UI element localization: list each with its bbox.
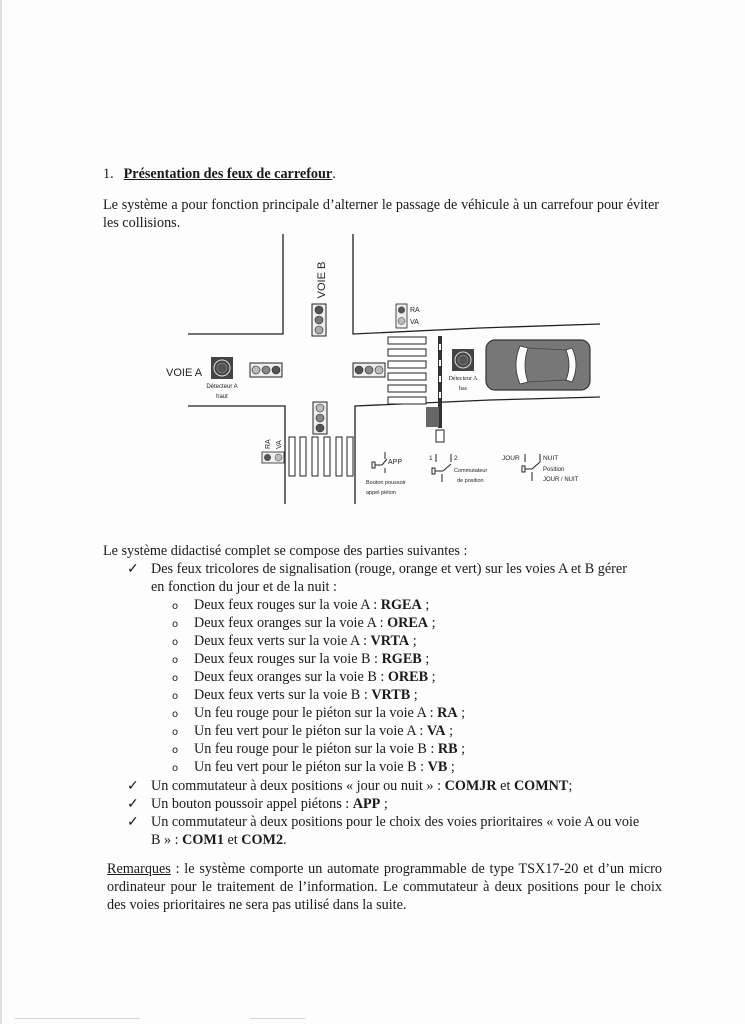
list-item-feux (127, 560, 627, 578)
sub-list-item (172, 758, 455, 778)
item-text: Deux feux rouges sur la voie A : (194, 597, 381, 613)
ra-label-bottom: RA (265, 439, 272, 449)
va-label-bottom: VA (276, 440, 283, 449)
signal-code: RGEB (381, 651, 422, 667)
commutateur-label-1: Commutateur (454, 468, 488, 474)
signal-code: RGEA (380, 597, 422, 613)
signal-code: VB (427, 759, 448, 775)
road-edge-bottom-right (355, 400, 490, 504)
check-icon: ✓ (127, 796, 139, 812)
sub-list-item (172, 650, 429, 670)
item-text: Un commutateur à deux positions « jour ou nuit » : (151, 778, 445, 794)
circle-bullet-icon: o (172, 691, 179, 702)
car-icon (486, 340, 590, 390)
item-end: ; (457, 741, 466, 757)
detector-haut-label-2: haut (216, 394, 228, 400)
road-edge-top-left (188, 234, 283, 334)
item-text: Un feu rouge pour le piéton sur la voie A : (194, 705, 438, 721)
item-end: ; (421, 651, 430, 667)
item-text: Un feu vert pour le piéton sur la voie A : (194, 723, 427, 739)
detector-a-haut (206, 357, 237, 400)
item-text: et (223, 832, 242, 848)
item-end: ; (457, 705, 466, 721)
crosswalk-b (289, 437, 353, 476)
commutateur-label-2: de position (457, 478, 484, 484)
signal-code: OREB (387, 669, 429, 685)
item-end: ; (568, 778, 573, 794)
item-text: Deux feux oranges sur la voie A : (194, 615, 388, 631)
check-icon: ✓ (127, 778, 139, 794)
item-end: ; (447, 759, 455, 775)
item-text: Deux feux rouges sur la voie B : (194, 651, 382, 667)
app-label: APP (388, 459, 403, 466)
section-heading (103, 166, 336, 183)
voie-a-label: VOIE A (166, 367, 203, 379)
signal-code: RB (437, 741, 458, 757)
pedestrian-light-b-bottom (262, 439, 284, 463)
scan-artifact-line (15, 1018, 140, 1019)
push-button-label-2: appel piéton (366, 490, 396, 496)
traffic-light-a-left (250, 363, 282, 377)
sub-list-item (172, 632, 417, 652)
scan-artifact-line (250, 1018, 305, 1019)
road-edge-right-top (480, 324, 600, 328)
switch-pos-1-label: 1 (429, 455, 433, 462)
traffic-light-b-top (312, 304, 326, 336)
sub-list-item (172, 722, 453, 742)
remarks-paragraph (107, 860, 662, 914)
traffic-light-b-bottom (313, 402, 327, 434)
item-text: Deux feux oranges sur la voie B : (194, 669, 388, 685)
circle-bullet-icon: o (172, 619, 179, 630)
day-night-switch-icon (522, 454, 540, 481)
circle-bullet-icon: o (172, 763, 179, 774)
circle-bullet-icon: o (172, 745, 179, 756)
item-end: ; (410, 687, 418, 703)
crosswalk-a (388, 337, 426, 404)
nuit-label: NUIT (543, 455, 559, 462)
intersection-diagram (160, 232, 600, 507)
item-end: ; (445, 723, 454, 739)
signal-code: VRTB (371, 687, 411, 703)
sub-list-item (172, 668, 436, 688)
item-end: ; (409, 633, 417, 649)
item-end: ; (428, 615, 436, 631)
signal-code: VA (426, 723, 446, 739)
va-label-top: VA (410, 319, 419, 326)
position-switch-icon (432, 454, 451, 482)
switch-pos-2-label: 2 (454, 455, 458, 462)
check-icon: ✓ (127, 814, 139, 830)
sub-list-item (172, 704, 465, 724)
signal-code: VRTA (370, 633, 410, 649)
traffic-light-a-right (353, 363, 385, 377)
push-button-app-icon (372, 452, 387, 473)
list-item-commutateur-voies (127, 813, 639, 831)
sub-list-item (172, 614, 436, 634)
circle-bullet-icon: o (172, 727, 179, 738)
list-item-commutateur-jn (127, 777, 572, 795)
ra-label-top: RA (410, 307, 420, 314)
item-end: . (283, 832, 287, 848)
detector-bas-label-2: bas (459, 386, 467, 392)
item-text: B » : (151, 832, 183, 848)
item-text: Un commutateur à deux positions pour le choix des voies prioritaires « voie A ou voie (151, 814, 640, 830)
position-label-2: JOUR / NUIT (543, 477, 579, 483)
detector-a-bas (449, 349, 478, 392)
push-button-label-1: Bouton poussoir (366, 480, 406, 486)
feux-line-2: en fonction du jour et de la nuit : (151, 579, 337, 595)
item-end: ; (380, 796, 388, 812)
item-text: et (496, 778, 514, 794)
voie-b-label: VOIE B (316, 261, 328, 299)
code-app: APP (352, 796, 381, 812)
item-text: Un bouton poussoir appel piétons : (151, 796, 353, 812)
list-intro: Le système didactisé complet se compose des parties suivantes : (103, 543, 468, 559)
pedestrian-light-a-top (396, 304, 420, 328)
code-comnt: COMNT (513, 778, 569, 794)
item-text: Deux feux verts sur la voie B : (194, 687, 372, 703)
code-com1: COM1 (182, 832, 224, 848)
barrier (426, 336, 444, 442)
scan-edge (0, 0, 2, 1024)
item-text: Deux feux verts sur la voie A : (194, 633, 371, 649)
sub-list-item (172, 686, 418, 706)
jour-label: JOUR (502, 455, 520, 462)
section-title: Présentation des feux de carrefour (123, 166, 333, 182)
signal-code: OREA (387, 615, 429, 631)
check-icon: ✓ (127, 561, 139, 577)
list-item-bouton (127, 795, 388, 813)
circle-bullet-icon: o (172, 655, 179, 666)
detector-bas-label-1: Détecteur A (448, 376, 478, 382)
position-label-1: Position (543, 467, 565, 473)
circle-bullet-icon: o (172, 673, 179, 684)
detector-haut-label-1: Détecteur A (206, 384, 238, 390)
code-comjr: COMJR (444, 778, 497, 794)
item-end: ; (421, 597, 430, 613)
commutateur-voies-line-2 (151, 831, 287, 849)
code-com2: COM2 (241, 832, 284, 848)
circle-bullet-icon: o (172, 637, 179, 648)
remarks-text: : le système comporte un automate programmable de type TSX17-20 et d’un micro ordinateur pour le traitement de l’information. Le commutateur à deux positions pour le choix des voies prioritaires ne sera pas utilisé dans la suite. (107, 861, 662, 913)
item-end: ; (428, 669, 436, 685)
sub-list-item (172, 596, 429, 616)
feux-line-1: Des feux tricolores de signalisation (rouge, orange et vert) sur les voies A et B gérer (151, 561, 627, 577)
signal-code: RA (437, 705, 458, 721)
section-title-suffix: . (332, 166, 336, 182)
item-text: Un feu vert pour le piéton sur la voie B : (194, 759, 428, 775)
circle-bullet-icon: o (172, 601, 179, 612)
circle-bullet-icon: o (172, 709, 179, 720)
remarks-label: Remarques (107, 861, 171, 877)
road-edge-right-bottom (490, 397, 600, 400)
sub-list-item (172, 740, 465, 760)
intro-paragraph: Le système a pour fonction principale d’alterner le passage de véhicule à un carrefour pour éviter les collisions. (103, 197, 659, 231)
item-text: Un feu rouge pour le piéton sur la voie B : (194, 741, 438, 757)
section-number: 1. (103, 166, 114, 182)
